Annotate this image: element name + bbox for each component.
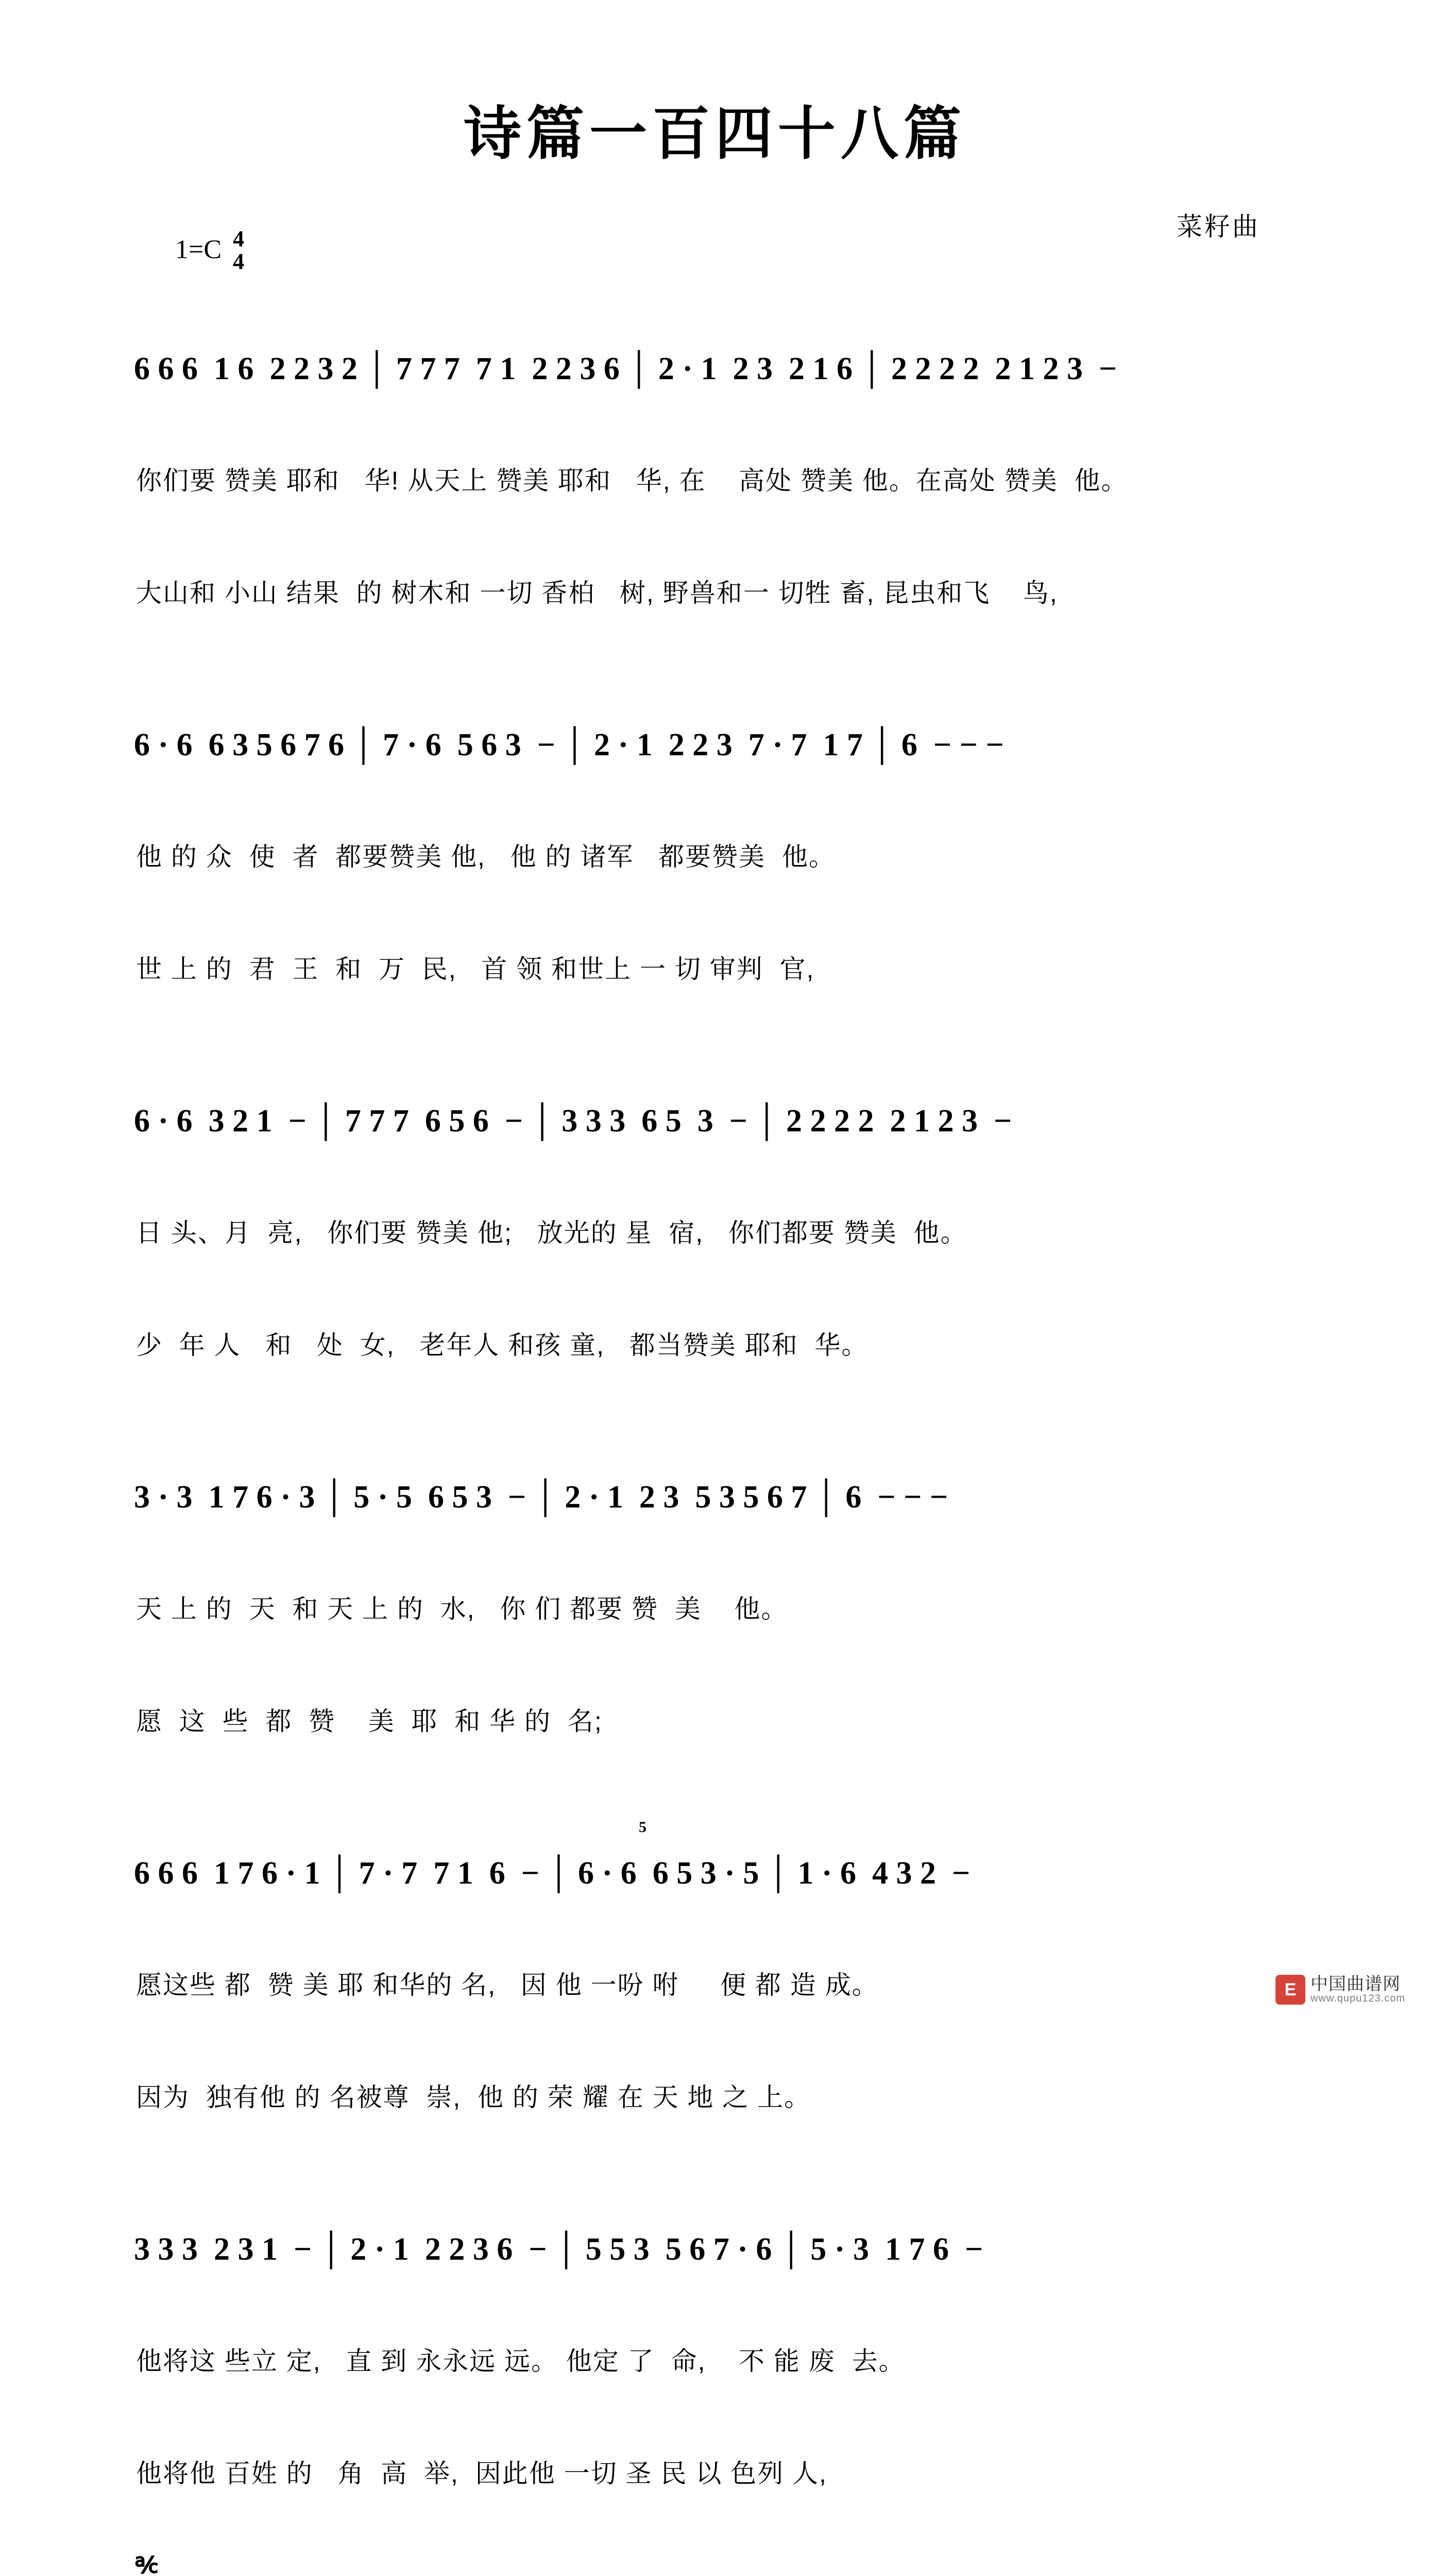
lyric-verse-2: 大山和 小山 结果 的 树木和 一切 香柏 树, 野兽和一 切牲 畜, 昆虫和飞 鸟, [136,578,1058,607]
key-signature [175,227,244,272]
lyric-verse-1: 他 的 众 使 者 都要赞美 他, 他 的 诸军 都要赞美 他。 [136,842,836,871]
lyric-verse-2: 因为 独有他 的 名被尊 崇, 他 的 荣 耀 在 天 地 之 上。 [136,2082,811,2112]
note-row-2: 6 · 6 6 3 5 6 7 6 │ 7 · 6 5 6 3 − │ 2 · 1 2 2 3 7 · 7 1 7 │ 6 − − − [134,727,1004,762]
note-row-5: 6 6 6 1 7 6 · 1 │ 7 · 7 7 1 6 − │ 6 · 6 6 5 3 · 5 │ 1 · 6 4 3 2 − [134,1856,971,1891]
tuplet-5-bracket: 5 [639,1819,646,1836]
lyric-verse-2: 愿 这 些 都 赞 美 耶 和 华 的 名; [136,1706,603,1736]
lyric-verse-2: 少 年 人 和 处 女, 老年人 和孩 童, 都当赞美 耶和 华。 [136,1330,869,1360]
lyrics-block-4 [134,1516,1296,1815]
lyrics-block-1 [134,387,1296,686]
lyric-verse-1: 天 上 的 天 和 天 上 的 水, 你 们 都要 赞 美 他。 [136,1595,788,1623]
system-3 [0,1072,1430,1438]
time-signature-numerator: 4 [233,226,245,251]
system-6 [0,2200,1430,2567]
lyric-verse-2: 世 上 的 君 王 和 万 民, 首 领 和世上 一 切 审判 官, [136,954,815,984]
lyric-verse-1: 愿这些 都 赞 美 耶 和华的 名, 因 他 一吩 咐 便 都 造 成。 [136,1971,879,1999]
music-systems [0,319,1430,2576]
system-5 [0,1819,1430,2191]
system-4 [0,1448,1430,1815]
system-1 [0,319,1430,686]
page-title: 诗篇一百四十八篇 [464,103,966,166]
lyric-verse-2: 他将他 百姓 的 角 高 举, 因此他 一切 圣 民 以 色列 人, [136,2459,827,2488]
lyric-verse-1: 日 头、月 亮, 你们要 赞美 他; 放光的 星 宿, 你们都要 赞美 他。 [136,1218,967,1247]
system-2 [0,696,1430,1062]
watermark-text [1310,1975,1405,2005]
watermark-badge-icon: E [1275,1975,1305,2005]
segno-icon: ℀ [135,2553,158,2576]
note-row-4: 3 · 3 1 7 6 · 3 │ 5 · 5 6 5 3 − │ 2 · 1 2 3 5 3 5 6 7 │ 6 − − − [134,1480,948,1515]
watermark-site-url: www.qupu123.com [1310,1993,1405,2005]
time-signature-denominator: 4 [233,249,245,274]
watermark-site-name: 中国曲谱网 [1310,1974,1401,1994]
lyrics-block-6 [134,2268,1296,2567]
lyrics-block-3 [134,1140,1296,1438]
key-label: 1=C [175,234,222,264]
note-row-3: 6 · 6 3 2 1 − │ 7 7 7 6 5 6 − │ 3 3 3 6 5 3 − │ 2 2 2 2 2 1 2 3 − [134,1104,1012,1139]
lyric-verse-1: 你们要 赞美 耶和 华! 从天上 赞美 耶和 华, 在 高处 赞美 他。在高处 赞美 他。 [136,466,1128,495]
note-row-1: 6 6 6 1 6 2 2 3 2 │ 7 7 7 7 1 2 2 3 6 │ 2 · 1 2 3 2 1 6 │ 2 2 2 2 2 1 2 3 − [134,351,1117,386]
note-row-6: 3 3 3 2 3 1 − │ 2 · 1 2 2 3 6 − │ 5 5 3 5 6 7 · 6 │ 5 · 3 1 7 6 − [134,2232,983,2267]
site-watermark [1275,1975,1405,2005]
composer-credit: 菜籽曲 [1177,212,1260,241]
lyrics-block-5 [134,1892,1296,2191]
time-signature [233,228,244,273]
lyrics-block-2 [134,764,1296,1062]
lyric-verse-1: 他将这 些立 定, 直 到 永永远 远。 他定 了 命, 不 能 废 去。 [136,2347,906,2376]
